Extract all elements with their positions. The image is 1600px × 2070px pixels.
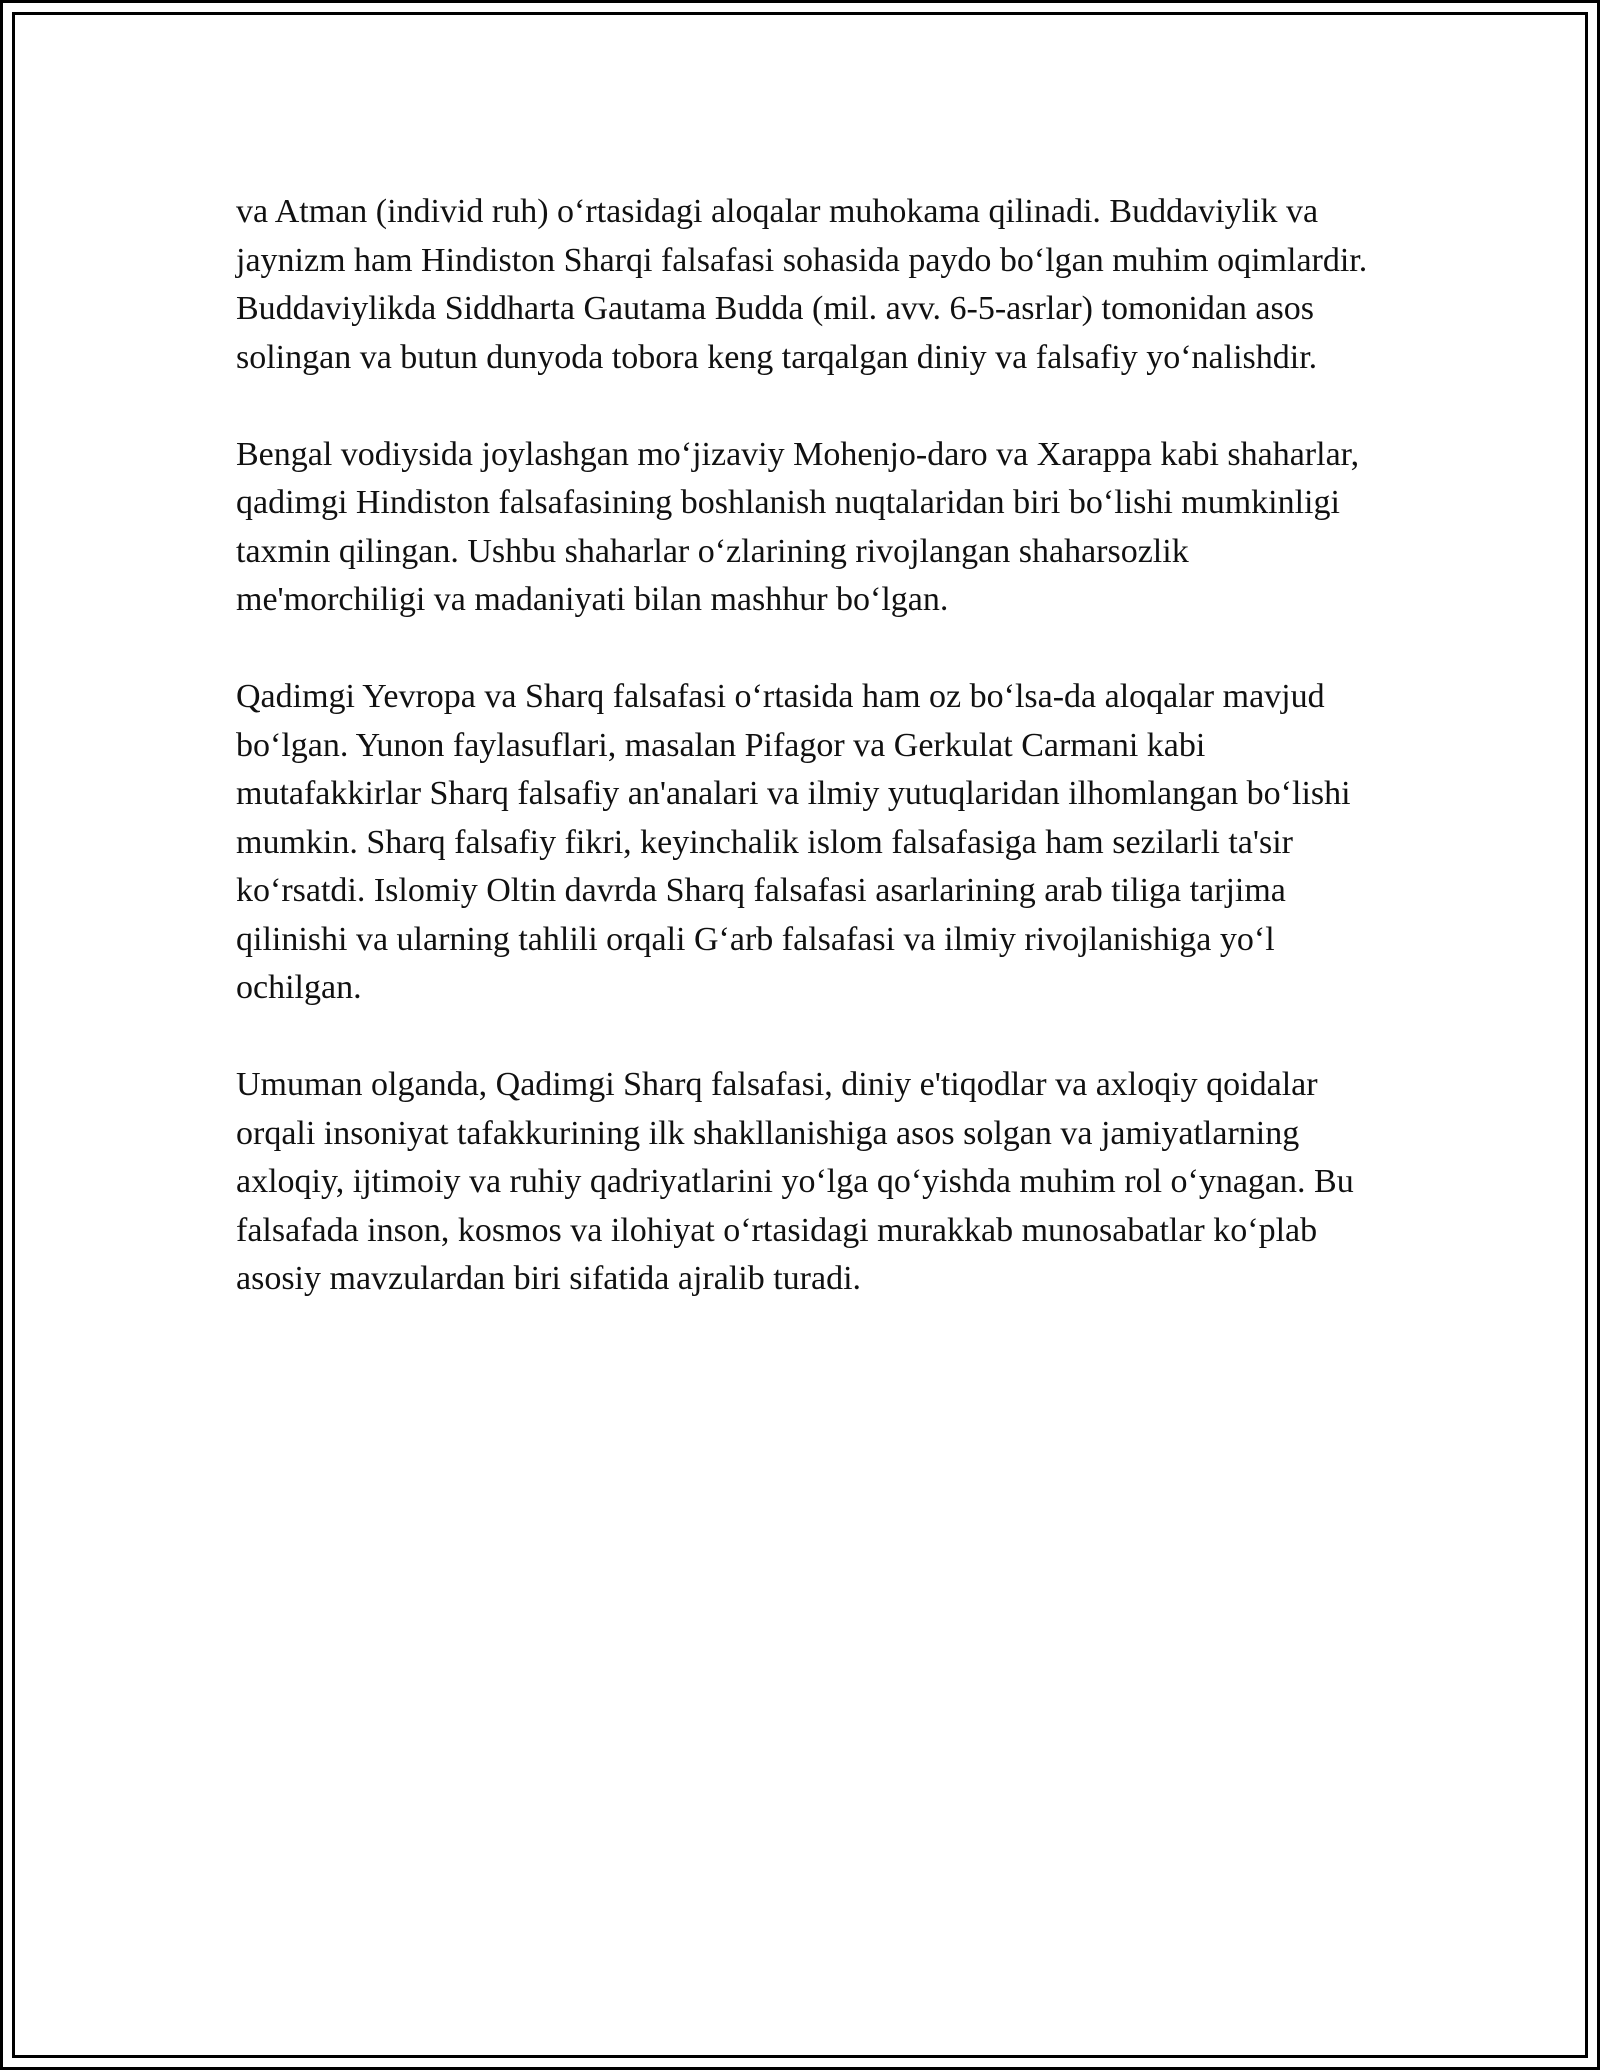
paragraph-4: Umuman olganda, Qadimgi Sharq falsafasi, diniy e'tiqodlar va axloqiy qoidalar orqali insoniyat tafakkurining ilk shakllanishiga asos solgan va jamiyatlarning axloqiy, ijtimoiy va ruhiy qadriyatlarini yo‘lga qo‘yishda muhim rol o‘ynagan. Bu falsafada inson, kosmos va ilohiyat o‘rtasidagi murakkab munosabatlar ko‘plab asosiy mavzulardan biri sifatida ajralib turadi. xyxy=(236,1066,1354,1297)
paragraph-3: Qadimgi Yevropa va Sharq falsafasi o‘rtasida ham oz bo‘lsa-da aloqalar mavjud bo‘lgan. Yunon faylasuflari, masalan Pifagor va Gerkulat Carmani kabi mutafakkirlar Sharq falsafiy an'analari va ilmiy yutuqlaridan ilhomlangan bo‘lishi mumkin. Sharq falsafiy fikri, keyinchalik islom falsafasiga ham sezilarli ta'sir ko‘rsatdi. Islomiy Oltin davrda Sharq falsafasi asarlarining arab tiliga tarjima qilinishi va ularning tahlili orqali G‘arb falsafasi va ilmiy rivojlanishiga yo‘l ochilgan. xyxy=(236,678,1351,1006)
paragraph-1: va Atman (individ ruh) o‘rtasidagi aloqalar muhokama qilinadi. Buddaviylik va jaynizm ham Hindiston Sharqi falsafasi sohasida paydo bo‘lgan muhim oqimlardir. Buddaviylikda Siddharta Gautama Budda (mil. avv. 6-5-asrlar) tomonidan asos solingan va butun dunyoda tobora keng tarqalgan diniy va falsafiy yo‘nalishdir. xyxy=(236,193,1368,376)
document-body xyxy=(236,188,1376,1304)
paragraph-2: Bengal vodiysida joylashgan mo‘jizaviy Mohenjo-daro va Xarappa kabi shaharlar, qadimgi Hindiston falsafasining boshlanish nuqtalaridan biri bo‘lishi mumkinligi taxmin qilingan. Ushbu shaharlar o‘zlarining rivojlangan shaharsozlik me'morchiligi va madaniyati bilan mashhur bo‘lgan. xyxy=(236,435,1360,618)
